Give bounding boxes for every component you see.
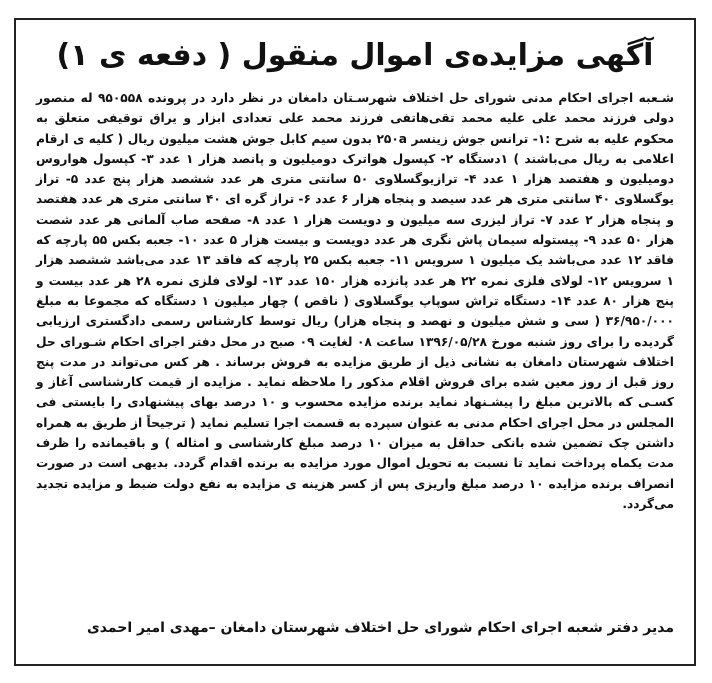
notice-title: آگهی مزایده‌ی اموال منقول ( دفعه ی ۱) bbox=[56, 38, 654, 73]
notice-frame bbox=[14, 18, 696, 666]
notice-signature: مدیر دفتر شعبه اجرای احکام شورای حل اختلاف شهرستان دامغان –مهدی امیر احمدی bbox=[86, 620, 674, 636]
notice-body: شـعبه اجرای احکام مدنی شورای حل اختلاف شهرسـتان دامغان در نظر دارد در پرونده ۹۵۰۵۵۸ له منصور دولی فرزند محمد علی علیه محمد تقی‌هاتفی فرزند محمد علی تعدادی ابزار و یراق توقیفی متعلق به محکوم علیه به شرح :۱- ترانس جوش زینسر ۲۵۰a بدون سیم کابل جوش هشت میلیون ریال ( کلیه ی ارقام اعلامی به ریال می‌باشند ) ۱دستگاه ۲- کپسول هواترک دومیلیون و پانصد هزار ۱ عدد ۳- کپسول هواروس دومیلیون و هفتصد هزار ۱ عدد ۴- ترازیوگسلاوی ۵۰ سانتی متری هر عدد ششصد هزار پنج عدد ۵- تراز یوگسلاوی ۴۰ سانتی متری هر عدد سیصد و پنجاه هزار ۶ عدد ۶- تراز گره ای ۴۰ سانتی متری هر عدد هفتصد و پنجاه هزار ۲ عدد ۷- تراز لیزری سه میلیون و دویست هزار ۱ عدد ۸- صفحه صاب آلمانی هر عدد شصت هزار ۵۰ عدد ۹- پیستوله سیمان پاش نگری هر عدد دویست و بیست هزار ۵ عدد ۱۰- جعبه بکس ۵۵ پارچه که فاقد ۱۲ عدد می‌باشد یک میلیون ۱ سرویس ۱۱- جعبه بکس ۲۵ پارچه که فاقد ۱۳ عدد می‌باشد ششصد هزار ۱ سرویس ۱۲- لولای فلزی نمره ۲۲ هر عدد پانزده هزار ۱۵۰ عدد ۱۳- لولای فلزی نمره ۲۸ هر عدد بیست و پنج هزار ۸۰ عدد ۱۴- دستگاه تراش سوپاپ یوگسلاوی ( ناقص ) چهار میلیون ۱ دستگاه که مجموعا به مبلغ ۳۶/۹۵۰/۰۰۰ ( سی و شش میلیون و نهصد و پنجاه هزار) ریال توسط کارشناس رسمی دادگستری ارزیابی گردیده را برای روز شنبه مورخ ۱۳۹۶/۰۵/۲۸ ساعت ۰۸ لغایت ۰۹ صبح در محل دفتر اجرای احکام شـورای حل اختلاف شهرستان دامغان به نشانی ذیل از طریق مزایده به فروش برساند . هر کس می‌تواند در مدت پنج روز قبل از روز معین شده برای فروش اقلام مذکور را ملاحظه نماید . مزایده از قیمت کارشناسی آغاز و کسـی که بالاترین مبلغ را پیشـنهاد نماید برنده مزایده محسوب و ۱۰ درصد بهای پیشنهادی را بایستی فی المجلس در محل اجرای احکام مدنی به عنوان سپرده به قسمت اجرا تسلیم نماید ( ترجیحاً از طریق به همراه داشتن چک تضمین شده بانکی حداقل به میزان ۱۰ درصد مبلغ کارشناسی و امثاله ) و باقیمانده را ظرف مدت یکماه پرداخت نماید تا نسبت به تحویل اموال مورد مزایده به برنده اقدام گردد. بدیهی است در صورت انصراف برنده مزایده ۱۰ درصد مبلغ واریزی پس از کسر هزینه ی مزایده به نفع دولت ضبط و مزایده تجدید می‌گردد. bbox=[36, 91, 675, 511]
